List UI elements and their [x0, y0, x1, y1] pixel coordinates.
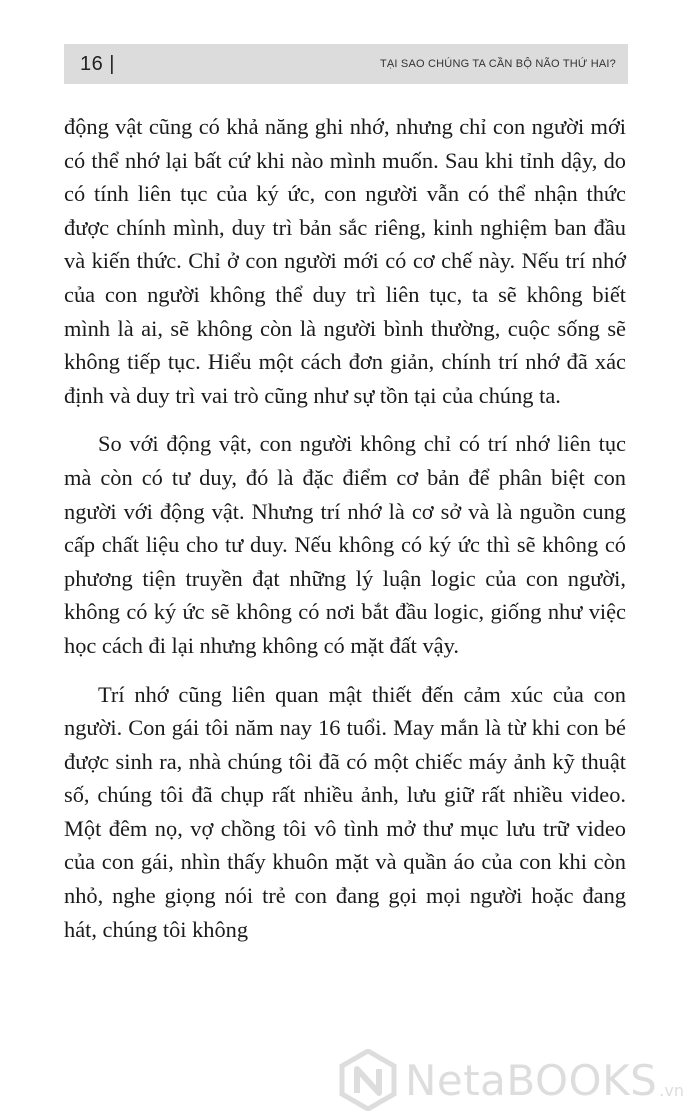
watermark	[339, 1046, 684, 1114]
running-title: TẠI SAO CHÚNG TA CẦN BỘ NÃO THỨ HAI?	[379, 58, 616, 70]
page-body	[64, 110, 626, 946]
n-hexagon-logo-icon	[339, 1049, 397, 1111]
page-number: 16 |	[80, 52, 115, 75]
watermark-brand: NetaBOOKS	[404, 1055, 658, 1105]
watermark-suffix: .vn	[659, 1081, 684, 1100]
running-header	[64, 44, 628, 84]
paragraph-1: động vật cũng có khả năng ghi nhớ, nhưng chỉ con người mới có thể nhớ lại bất cứ khi nào mình muốn. Sau khi tỉnh dậy, do có tính liên tục của ký ức, con người vẫn có thể nhận thức được chính mình, duy trì bản sắc riêng, kinh nghiệm ban đầu và kiến thức. Chỉ ở con người mới có cơ chế này. Nếu trí nhớ của con người không thể duy trì liên tục, ta sẽ không biết mình là ai, sẽ không còn là người bình thường, cuộc sống sẽ không tiếp tục. Hiểu một cách đơn giản, chính trí nhớ đã xác định và duy trì vai trò cũng như sự tồn tại của chúng ta.	[64, 114, 626, 408]
paragraph-2: So với động vật, con người không chỉ có trí nhớ liên tục mà còn có tư duy, đó là đặc điểm cơ bản để phân biệt con người với động vật. Nhưng trí nhớ là cơ sở và là nguồn cung cấp chất liệu cho tư duy. Nếu không có ký ức thì sẽ không có phương tiện truyền đạt những lý luận logic của con người, không có ký ức sẽ không có nơi bắt đầu logic, giống như việc học cách đi lại nhưng không có mặt đất vậy.	[64, 431, 626, 658]
paragraph-3: Trí nhớ cũng liên quan mật thiết đến cảm xúc của con người. Con gái tôi năm nay 16 tuổi. May mắn là từ khi con bé được sinh ra, nhà chúng tôi đã có một chiếc máy ảnh kỹ thuật số, chúng tôi đã chụp rất nhiều ảnh, lưu giữ rất nhiều video. Một đêm nọ, vợ chồng tôi vô tình mở thư mục lưu trữ video của con gái, nhìn thấy khuôn mặt và quần áo của con khi còn nhỏ, nghe giọng nói trẻ con đang gọi mọi người hoặc đang hát, chúng tôi không	[64, 681, 626, 942]
